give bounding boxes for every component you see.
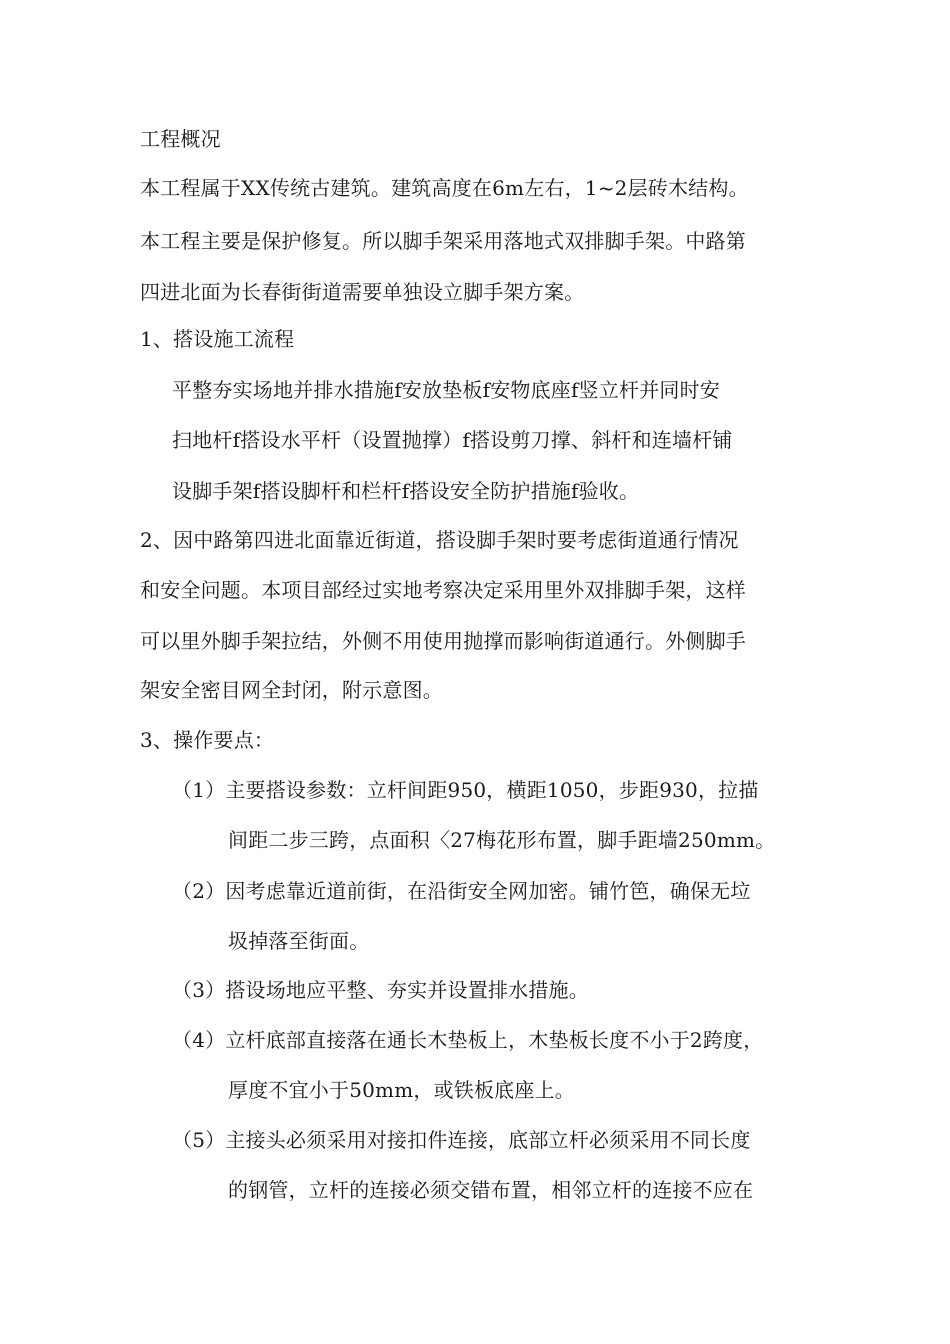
document-title: 工程概况	[140, 127, 221, 151]
overview-line-3: 四进北面为长春街街道需要单独设立脚手架方案。	[140, 280, 585, 304]
section-1-line-1: 平整夯实场地并排水措施f安放垫板f安物底座f竖立杆并同时安	[172, 378, 721, 402]
section-1-heading: 1、搭设施工流程	[140, 327, 295, 351]
section-2-line-1: 2、因中路第四进北面靠近街道，搭设脚手架时要考虑街道通行情况	[140, 528, 739, 552]
section-3-item-4-line-2: 厚度不宜小于50mm，或铁板底座上。	[228, 1078, 575, 1102]
section-2-line-4: 架安全密目网全封闭，附示意图。	[140, 678, 443, 702]
overview-line-1: 本工程属于XX传统古建筑。建筑高度在6m左右，1~2层砖木结构。	[140, 176, 749, 200]
section-3-item-2-line-1: （2）因考虑靠近道前街，在沿街安全网加密。铺竹笆，确保无垃	[172, 879, 751, 903]
section-2-line-2: 和安全问题。本项目部经过实地考察决定采用里外双排脚手架，这样	[140, 578, 746, 602]
section-2-line-3: 可以里外脚手架拉结，外侧不用使用抛撑而影响街道通行。外侧脚手	[140, 629, 746, 653]
overview-line-2: 本工程主要是保护修复。所以脚手架采用落地式双排脚手架。中路第	[140, 229, 746, 253]
section-3-item-5-line-1: （5）主接头必须采用对接扣件连接，底部立杆必须采用不同长度	[172, 1128, 751, 1152]
section-3-item-4-line-1: （4）立杆底部直接落在通长木垫板上，木垫板长度不小于2跨度，	[172, 1028, 764, 1052]
section-3-item-1-line-1: （1）主要搭设参数：立杆间距950，横距1050，步距930，拉描	[172, 778, 759, 802]
section-3-heading: 3、操作要点：	[140, 728, 275, 752]
section-3-item-1-line-2: 间距二步三跨，点面积〈27梅花形布置，脚手距墙250mm。	[228, 828, 776, 852]
section-3-item-2-line-2: 圾掉落至街面。	[228, 929, 370, 953]
section-1-line-2: 扫地杆f搭设水平杆（设置抛撑）f搭设剪刀撑、斜杆和连墙杆铺	[172, 428, 733, 452]
section-1-line-3: 设脚手架f搭设脚杆和栏杆f搭设安全防护措施f验收。	[172, 479, 640, 503]
section-3-item-5-line-2: 的钢管，立杆的连接必须交错布置，相邻立杆的连接不应在	[228, 1178, 754, 1202]
section-3-item-3-line-1: （3）搭设场地应平整、夯实并设置排水措施。	[172, 978, 589, 1002]
